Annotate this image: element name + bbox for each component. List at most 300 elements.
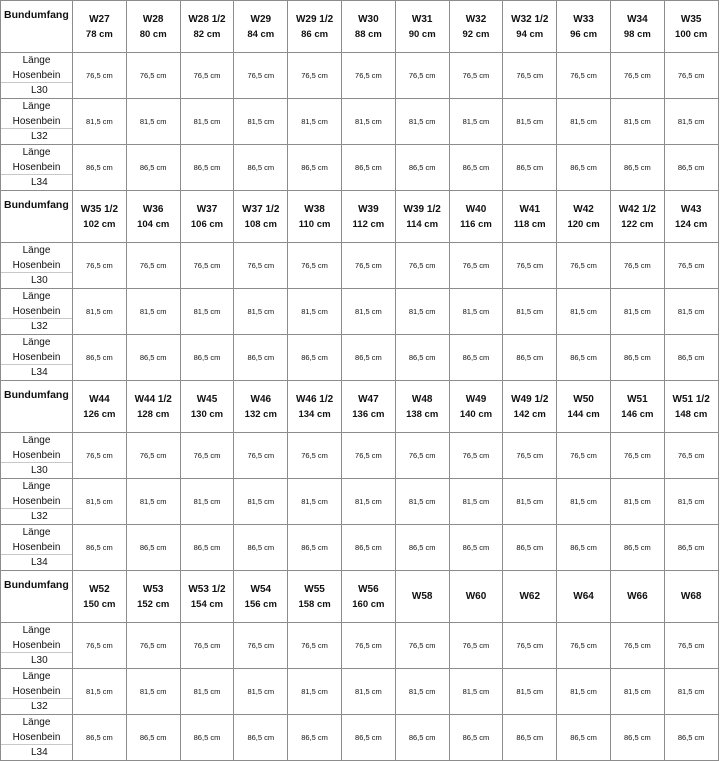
length-value-cell: 86,5 cm bbox=[557, 715, 611, 761]
length-value-cell: 86,5 cm bbox=[341, 335, 395, 381]
length-value-cell: 81,5 cm bbox=[503, 289, 557, 335]
size-header-cell bbox=[610, 381, 664, 433]
length-value-cell: 76,5 cm bbox=[557, 243, 611, 289]
length-code: L32 bbox=[31, 701, 48, 712]
size-waist-cm: 132 cm bbox=[244, 408, 277, 420]
length-value-cell: 76,5 cm bbox=[73, 433, 127, 479]
length-value-cell: 76,5 cm bbox=[664, 53, 718, 99]
size-header-cell bbox=[449, 381, 503, 433]
size-name: W53 1/2 bbox=[188, 583, 226, 595]
size-name: W44 1/2 bbox=[134, 393, 172, 405]
length-row bbox=[1, 99, 719, 145]
size-name: W28 bbox=[142, 13, 164, 25]
size-header-cell bbox=[126, 381, 180, 433]
cell-divider bbox=[1, 462, 72, 463]
size-name: W40 bbox=[465, 203, 487, 215]
size-name: W50 bbox=[573, 393, 594, 405]
length-value-cell: 81,5 cm bbox=[126, 669, 180, 715]
length-value-cell: 86,5 cm bbox=[73, 335, 127, 381]
length-value-cell: 81,5 cm bbox=[341, 669, 395, 715]
length-value-cell: 81,5 cm bbox=[341, 289, 395, 335]
length-value-cell: 81,5 cm bbox=[234, 479, 288, 525]
length-label-cell bbox=[1, 715, 73, 761]
length-label-line2: Hosenbein bbox=[12, 162, 61, 173]
length-value-cell: 81,5 cm bbox=[288, 99, 342, 145]
length-value-cell: 86,5 cm bbox=[664, 715, 718, 761]
size-header-cell bbox=[180, 191, 234, 243]
size-name: W51 bbox=[627, 393, 648, 405]
length-value-cell: 86,5 cm bbox=[288, 335, 342, 381]
length-value-cell: 81,5 cm bbox=[180, 479, 234, 525]
length-value-cell: 86,5 cm bbox=[449, 525, 503, 571]
length-value-cell: 81,5 cm bbox=[557, 99, 611, 145]
length-label-line1: Länge bbox=[22, 435, 51, 446]
length-value-cell: 76,5 cm bbox=[180, 623, 234, 669]
length-label-cell bbox=[1, 289, 73, 335]
length-value-cell: 76,5 cm bbox=[234, 623, 288, 669]
length-value-cell: 86,5 cm bbox=[503, 145, 557, 191]
length-row bbox=[1, 53, 719, 99]
length-value-cell: 76,5 cm bbox=[395, 623, 449, 669]
length-value-cell: 81,5 cm bbox=[449, 289, 503, 335]
length-row bbox=[1, 669, 719, 715]
length-code: L30 bbox=[31, 275, 48, 286]
size-name: W49 bbox=[465, 393, 487, 405]
length-value-cell: 86,5 cm bbox=[664, 145, 718, 191]
size-waist-cm: 142 cm bbox=[513, 408, 546, 420]
length-value-cell: 81,5 cm bbox=[503, 669, 557, 715]
length-label-line1: Länge bbox=[22, 147, 51, 158]
size-name: W52 bbox=[89, 583, 110, 595]
length-row bbox=[1, 623, 719, 669]
size-name: W64 bbox=[573, 591, 594, 602]
size-name: W45 bbox=[196, 393, 218, 405]
size-waist-cm: 144 cm bbox=[567, 408, 600, 420]
size-header-cell bbox=[395, 571, 449, 623]
length-value-cell: 86,5 cm bbox=[73, 525, 127, 571]
length-value-cell: 81,5 cm bbox=[234, 669, 288, 715]
size-waist-cm: 106 cm bbox=[190, 218, 224, 230]
size-header-cell bbox=[288, 571, 342, 623]
length-value-cell: 81,5 cm bbox=[73, 669, 127, 715]
size-waist-cm: 102 cm bbox=[83, 218, 116, 230]
length-value-cell: 86,5 cm bbox=[288, 145, 342, 191]
size-header-cell bbox=[180, 1, 234, 53]
size-header-cell bbox=[449, 191, 503, 243]
size-waist-cm: 108 cm bbox=[244, 218, 277, 230]
size-header-row bbox=[1, 191, 719, 243]
length-value-cell: 81,5 cm bbox=[288, 289, 342, 335]
length-value-cell: 76,5 cm bbox=[180, 433, 234, 479]
length-value-cell: 76,5 cm bbox=[341, 433, 395, 479]
size-header-cell bbox=[126, 571, 180, 623]
size-name: W34 bbox=[627, 13, 648, 25]
size-header-cell bbox=[610, 191, 664, 243]
length-value-cell: 86,5 cm bbox=[557, 335, 611, 381]
size-header-cell bbox=[449, 1, 503, 53]
length-value-cell: 76,5 cm bbox=[126, 433, 180, 479]
cell-divider bbox=[1, 652, 72, 653]
length-row bbox=[1, 433, 719, 479]
length-value-cell: 81,5 cm bbox=[180, 99, 234, 145]
size-header-cell bbox=[557, 1, 611, 53]
size-waist-cm: 78 cm bbox=[85, 28, 113, 40]
length-value-cell: 86,5 cm bbox=[449, 715, 503, 761]
length-code: L32 bbox=[31, 321, 48, 332]
size-header-cell bbox=[664, 381, 718, 433]
size-header-cell bbox=[234, 191, 288, 243]
length-value-cell: 76,5 cm bbox=[610, 433, 664, 479]
length-value-cell: 76,5 cm bbox=[557, 623, 611, 669]
length-value-cell: 81,5 cm bbox=[126, 289, 180, 335]
size-name: W39 bbox=[358, 203, 379, 215]
length-code: L34 bbox=[31, 557, 48, 568]
size-waist-cm: 160 cm bbox=[352, 598, 385, 610]
size-name: W49 1/2 bbox=[511, 393, 549, 405]
length-label-cell bbox=[1, 623, 73, 669]
size-waist-cm: 112 cm bbox=[352, 218, 385, 230]
length-label-cell bbox=[1, 53, 73, 99]
length-value-cell: 86,5 cm bbox=[503, 715, 557, 761]
size-waist-cm: 116 cm bbox=[460, 218, 492, 230]
size-header-cell bbox=[395, 1, 449, 53]
length-value-cell: 76,5 cm bbox=[234, 53, 288, 99]
size-header-cell bbox=[341, 381, 395, 433]
size-name: W53 bbox=[142, 583, 164, 595]
length-value-cell: 76,5 cm bbox=[610, 53, 664, 99]
length-value-cell: 76,5 cm bbox=[234, 433, 288, 479]
length-value-cell: 81,5 cm bbox=[610, 479, 664, 525]
size-header-cell bbox=[73, 381, 127, 433]
cell-divider bbox=[1, 318, 72, 319]
length-value-cell: 76,5 cm bbox=[126, 623, 180, 669]
size-name: W35 1/2 bbox=[80, 203, 119, 215]
length-value-cell: 76,5 cm bbox=[341, 243, 395, 289]
size-name: W62 bbox=[519, 591, 541, 602]
length-value-cell: 81,5 cm bbox=[395, 479, 449, 525]
length-value-cell: 76,5 cm bbox=[180, 53, 234, 99]
length-label-cell bbox=[1, 525, 73, 571]
length-value-cell: 81,5 cm bbox=[288, 669, 342, 715]
size-waist-cm: 154 cm bbox=[190, 598, 224, 610]
size-waist-cm: 140 cm bbox=[459, 408, 493, 420]
length-value-cell: 81,5 cm bbox=[664, 669, 718, 715]
size-name: W30 bbox=[358, 13, 379, 25]
length-value-cell: 76,5 cm bbox=[449, 53, 503, 99]
size-header-cell bbox=[126, 191, 180, 243]
size-name: W46 bbox=[250, 393, 272, 405]
length-label-line1: Länge bbox=[22, 481, 51, 492]
length-value-cell: 81,5 cm bbox=[610, 99, 664, 145]
length-label-line2: Hosenbein bbox=[12, 640, 61, 651]
length-value-cell: 86,5 cm bbox=[234, 145, 288, 191]
length-value-cell: 86,5 cm bbox=[610, 525, 664, 571]
size-header-cell bbox=[73, 1, 127, 53]
length-value-cell: 76,5 cm bbox=[395, 53, 449, 99]
length-label-line2: Hosenbein bbox=[12, 450, 61, 461]
size-name: W42 1/2 bbox=[618, 203, 656, 215]
size-waist-cm: 136 cm bbox=[352, 408, 385, 420]
size-header-cell bbox=[664, 571, 718, 623]
length-value-cell: 86,5 cm bbox=[503, 335, 557, 381]
length-value-cell: 81,5 cm bbox=[341, 479, 395, 525]
size-header-cell bbox=[664, 191, 718, 243]
size-waist-cm: 82 cm bbox=[193, 28, 221, 40]
length-value-cell: 76,5 cm bbox=[288, 53, 342, 99]
length-value-cell: 76,5 cm bbox=[503, 623, 557, 669]
size-name: W31 bbox=[411, 13, 433, 25]
size-header-cell bbox=[557, 571, 611, 623]
size-header-cell bbox=[503, 571, 557, 623]
length-value-cell: 76,5 cm bbox=[341, 53, 395, 99]
length-value-cell: 86,5 cm bbox=[449, 145, 503, 191]
length-value-cell: 86,5 cm bbox=[664, 335, 718, 381]
size-name: W44 bbox=[89, 393, 110, 405]
length-value-cell: 81,5 cm bbox=[557, 289, 611, 335]
length-value-cell: 76,5 cm bbox=[449, 433, 503, 479]
length-value-cell: 81,5 cm bbox=[395, 669, 449, 715]
length-code: L30 bbox=[31, 85, 48, 96]
length-value-cell: 86,5 cm bbox=[341, 145, 395, 191]
size-name: W33 bbox=[573, 13, 594, 25]
length-value-cell: 81,5 cm bbox=[503, 479, 557, 525]
length-value-cell: 86,5 cm bbox=[610, 335, 664, 381]
size-header-cell bbox=[664, 1, 718, 53]
length-label-cell bbox=[1, 479, 73, 525]
size-name: W37 1/2 bbox=[242, 203, 280, 215]
length-code: L34 bbox=[31, 367, 48, 378]
size-header-cell bbox=[503, 381, 557, 433]
length-label-line2: Hosenbein bbox=[12, 686, 61, 697]
length-value-cell: 76,5 cm bbox=[341, 623, 395, 669]
size-header-cell bbox=[503, 191, 557, 243]
size-name: W68 bbox=[680, 591, 702, 602]
length-label-line1: Länge bbox=[22, 55, 51, 66]
length-value-cell: 86,5 cm bbox=[449, 335, 503, 381]
cell-divider bbox=[1, 554, 72, 555]
size-name: W47 bbox=[358, 393, 379, 405]
size-header-cell bbox=[234, 1, 288, 53]
length-code: L32 bbox=[31, 131, 48, 142]
size-waist-cm: 158 cm bbox=[298, 598, 331, 610]
cell-divider bbox=[1, 128, 72, 129]
size-waist-cm: 88 cm bbox=[354, 28, 382, 40]
size-waist-cm: 98 cm bbox=[623, 28, 651, 40]
length-value-cell: 81,5 cm bbox=[73, 99, 127, 145]
waist-label: Bundumfang bbox=[1, 571, 73, 623]
size-waist-cm: 130 cm bbox=[190, 408, 224, 420]
length-label-line2: Hosenbein bbox=[12, 352, 61, 363]
length-code: L32 bbox=[31, 511, 48, 522]
size-waist-cm: 124 cm bbox=[675, 218, 708, 230]
size-waist-cm: 146 cm bbox=[621, 408, 654, 420]
length-label-line1: Länge bbox=[22, 291, 51, 302]
size-waist-cm: 126 cm bbox=[83, 408, 116, 420]
size-name: W35 bbox=[680, 13, 702, 25]
size-waist-cm: 104 cm bbox=[137, 218, 170, 230]
length-value-cell: 76,5 cm bbox=[557, 433, 611, 479]
size-name: W60 bbox=[465, 591, 487, 602]
size-waist-cm: 152 cm bbox=[137, 598, 170, 610]
size-header-cell bbox=[395, 191, 449, 243]
size-header-cell bbox=[126, 1, 180, 53]
length-value-cell: 76,5 cm bbox=[503, 433, 557, 479]
waist-label: Bundumfang bbox=[1, 191, 73, 243]
length-value-cell: 86,5 cm bbox=[610, 715, 664, 761]
size-waist-cm: 96 cm bbox=[570, 28, 598, 40]
size-name: W51 1/2 bbox=[672, 393, 710, 405]
size-waist-cm: 148 cm bbox=[675, 408, 708, 420]
size-waist-cm: 86 cm bbox=[301, 28, 329, 40]
size-waist-cm: 100 cm bbox=[675, 28, 708, 40]
length-value-cell: 86,5 cm bbox=[610, 145, 664, 191]
cell-divider bbox=[1, 82, 72, 83]
size-header-cell bbox=[449, 571, 503, 623]
length-label-cell bbox=[1, 243, 73, 289]
length-value-cell: 86,5 cm bbox=[395, 335, 449, 381]
length-value-cell: 76,5 cm bbox=[395, 433, 449, 479]
size-header-cell bbox=[395, 381, 449, 433]
length-value-cell: 81,5 cm bbox=[126, 99, 180, 145]
length-label-line2: Hosenbein bbox=[12, 70, 61, 81]
length-value-cell: 86,5 cm bbox=[234, 335, 288, 381]
length-value-cell: 76,5 cm bbox=[610, 623, 664, 669]
size-name: W41 bbox=[519, 203, 541, 215]
size-header-cell bbox=[341, 191, 395, 243]
length-row bbox=[1, 715, 719, 761]
cell-divider bbox=[1, 508, 72, 509]
size-header-cell bbox=[288, 191, 342, 243]
length-value-cell: 86,5 cm bbox=[288, 525, 342, 571]
length-value-cell: 81,5 cm bbox=[449, 99, 503, 145]
size-waist-cm: 92 cm bbox=[462, 28, 490, 40]
size-name: W32 bbox=[465, 13, 487, 25]
length-value-cell: 76,5 cm bbox=[610, 243, 664, 289]
length-value-cell: 81,5 cm bbox=[126, 479, 180, 525]
length-label-line2: Hosenbein bbox=[12, 306, 61, 317]
length-value-cell: 86,5 cm bbox=[126, 145, 180, 191]
length-label-cell bbox=[1, 669, 73, 715]
length-value-cell: 86,5 cm bbox=[73, 715, 127, 761]
length-value-cell: 76,5 cm bbox=[126, 243, 180, 289]
length-value-cell: 76,5 cm bbox=[73, 243, 127, 289]
length-value-cell: 76,5 cm bbox=[664, 243, 718, 289]
length-value-cell: 76,5 cm bbox=[288, 623, 342, 669]
length-value-cell: 86,5 cm bbox=[341, 715, 395, 761]
length-label-line1: Länge bbox=[22, 717, 51, 728]
length-label-line1: Länge bbox=[22, 101, 51, 112]
length-value-cell: 81,5 cm bbox=[610, 289, 664, 335]
length-value-cell: 86,5 cm bbox=[126, 335, 180, 381]
size-name: W66 bbox=[627, 591, 648, 602]
size-header-cell bbox=[288, 381, 342, 433]
cell-divider bbox=[1, 272, 72, 273]
size-header-cell bbox=[234, 381, 288, 433]
cell-divider bbox=[1, 698, 72, 699]
size-name: W58 bbox=[411, 591, 433, 602]
length-value-cell: 76,5 cm bbox=[664, 623, 718, 669]
length-row bbox=[1, 243, 719, 289]
length-value-cell: 81,5 cm bbox=[341, 99, 395, 145]
length-value-cell: 86,5 cm bbox=[395, 525, 449, 571]
length-value-cell: 81,5 cm bbox=[664, 479, 718, 525]
size-waist-cm: 114 cm bbox=[406, 218, 439, 230]
length-label-line2: Hosenbein bbox=[12, 496, 61, 507]
length-code: L30 bbox=[31, 465, 48, 476]
length-value-cell: 86,5 cm bbox=[503, 525, 557, 571]
size-name: W37 bbox=[196, 203, 218, 215]
length-value-cell: 76,5 cm bbox=[503, 243, 557, 289]
length-value-cell: 81,5 cm bbox=[664, 99, 718, 145]
length-label-line1: Länge bbox=[22, 671, 51, 682]
size-header-row bbox=[1, 1, 719, 53]
length-label-line2: Hosenbein bbox=[12, 116, 61, 127]
size-waist-cm: 134 cm bbox=[298, 408, 331, 420]
size-name: W55 bbox=[304, 583, 325, 595]
length-value-cell: 76,5 cm bbox=[395, 243, 449, 289]
length-value-cell: 86,5 cm bbox=[180, 525, 234, 571]
size-header-cell bbox=[288, 1, 342, 53]
length-value-cell: 76,5 cm bbox=[664, 433, 718, 479]
size-name: W48 bbox=[411, 393, 433, 405]
length-value-cell: 76,5 cm bbox=[557, 53, 611, 99]
length-value-cell: 81,5 cm bbox=[664, 289, 718, 335]
length-value-cell: 76,5 cm bbox=[503, 53, 557, 99]
cell-divider bbox=[1, 744, 72, 745]
size-name: W29 bbox=[250, 13, 272, 25]
length-value-cell: 76,5 cm bbox=[449, 623, 503, 669]
size-name: W29 1/2 bbox=[295, 13, 334, 25]
size-header-cell bbox=[234, 571, 288, 623]
length-value-cell: 86,5 cm bbox=[126, 715, 180, 761]
size-waist-cm: 122 cm bbox=[621, 218, 654, 230]
length-row bbox=[1, 335, 719, 381]
size-header-cell bbox=[610, 571, 664, 623]
size-header-row bbox=[1, 381, 719, 433]
size-header-cell bbox=[180, 381, 234, 433]
length-code: L34 bbox=[31, 177, 48, 188]
waist-label: Bundumfang bbox=[1, 381, 73, 433]
length-label-line1: Länge bbox=[22, 527, 51, 538]
length-value-cell: 81,5 cm bbox=[503, 99, 557, 145]
size-waist-cm: 80 cm bbox=[139, 28, 167, 40]
size-waist-cm: 128 cm bbox=[137, 408, 170, 420]
size-name: W28 1/2 bbox=[188, 13, 226, 25]
length-value-cell: 81,5 cm bbox=[610, 669, 664, 715]
length-value-cell: 86,5 cm bbox=[395, 715, 449, 761]
length-value-cell: 81,5 cm bbox=[234, 99, 288, 145]
length-row bbox=[1, 289, 719, 335]
size-header-cell bbox=[503, 1, 557, 53]
size-waist-cm: 156 cm bbox=[244, 598, 277, 610]
length-value-cell: 81,5 cm bbox=[557, 479, 611, 525]
length-value-cell: 81,5 cm bbox=[395, 99, 449, 145]
length-label-cell bbox=[1, 433, 73, 479]
length-value-cell: 81,5 cm bbox=[449, 479, 503, 525]
length-label-line2: Hosenbein bbox=[12, 542, 61, 553]
length-value-cell: 86,5 cm bbox=[126, 525, 180, 571]
length-row bbox=[1, 145, 719, 191]
size-name: W43 bbox=[680, 203, 702, 215]
length-value-cell: 86,5 cm bbox=[341, 525, 395, 571]
size-header-cell bbox=[180, 571, 234, 623]
size-header-cell bbox=[341, 571, 395, 623]
length-value-cell: 76,5 cm bbox=[234, 243, 288, 289]
size-header-cell bbox=[73, 571, 127, 623]
length-value-cell: 76,5 cm bbox=[449, 243, 503, 289]
size-name: W56 bbox=[358, 583, 379, 595]
size-waist-cm: 94 cm bbox=[516, 28, 544, 40]
